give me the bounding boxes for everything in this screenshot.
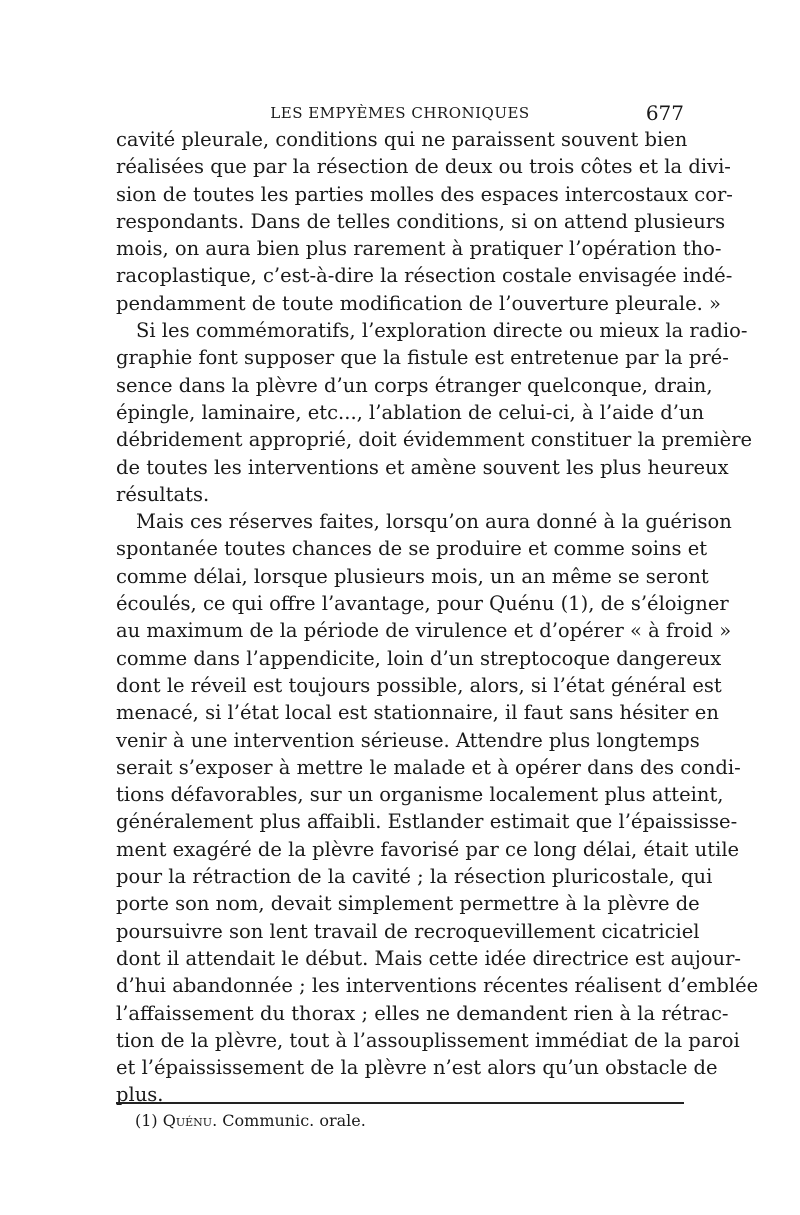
footnote-text: . Communic. orale.: [212, 1111, 366, 1130]
text-line: poursuivre son lent travail de recroquevillement cicatriciel: [116, 919, 700, 943]
text-line: d’hui abandonnée ; les interventions récentes réalisent d’emblée: [116, 974, 759, 998]
text-line: plus.: [116, 1083, 164, 1107]
text-line: et l’épaississement de la plèvre n’est alors qu’un obstacle de: [116, 1056, 718, 1080]
text-line: mois, on aura bien plus rarement à pratiquer l’opération tho-: [116, 237, 722, 261]
text-line: comme dans l’appendicite, loin d’un streptocoque dangereux: [116, 646, 722, 670]
footnote-rule: [116, 1102, 684, 1104]
text-line: Mais ces réserves faites, lorsqu’on aura donné à la guérison: [136, 510, 732, 534]
text-line: de toutes les interventions et amène souvent les plus heureux: [116, 455, 729, 479]
text-line: Si les commémoratifs, l’exploration directe ou mieux la radio-: [136, 319, 748, 343]
paragraph-3: [116, 508, 759, 1109]
text-line: débridement approprié, doit évidemment constituer la première: [116, 428, 753, 452]
text-line: cavité pleurale, conditions qui ne paraissent souvent bien: [116, 128, 688, 151]
text-line: réalisées que par la résection de deux ou trois côtes et la divi-: [116, 155, 731, 179]
text-line: serait s’exposer à mettre le malade et à opérer dans des condi-: [116, 755, 741, 779]
text-line: dont le réveil est toujours possible, alors, si l’état général est: [116, 673, 722, 697]
text-line: l’affaissement du thorax ; elles ne demandent rien à la rétrac-: [116, 1001, 729, 1025]
text-line: comme délai, lorsque plusieurs mois, un an même se seront: [116, 564, 709, 588]
text-line: pendamment de toute modification de l’ouverture pleurale. »: [116, 291, 721, 315]
text-line: spontanée toutes chances de se produire et comme soins et: [116, 537, 708, 561]
text-line: racoplastique, c’est-à-dire la résection costale envisagée indé-: [116, 264, 733, 288]
text-line: tions défavorables, sur un organisme localement plus atteint,: [116, 783, 724, 807]
text-line: graphie font supposer que la fistule est entretenue par la pré-: [116, 346, 729, 370]
footnote-author: Quénu: [162, 1111, 213, 1130]
text-line: ment exagéré de la plèvre favorisé par ce long délai, était utile: [116, 837, 740, 861]
text-line: pour la rétraction de la cavité ; la résection pluricostale, qui: [116, 865, 713, 889]
running-title: LES EMPYÈMES CHRONIQUES: [270, 104, 530, 122]
text-line: venir à une intervention sérieuse. Attendre plus longtemps: [116, 728, 700, 752]
text-line: tion de la plèvre, tout à l’assouplissement immédiat de la paroi: [116, 1028, 740, 1052]
footnote-marker: (1): [135, 1111, 158, 1130]
text-line: au maximum de la période de virulence et d’opérer « à froid »: [116, 619, 732, 643]
text-line: menacé, si l’état local est stationnaire, il faut sans hésiter en: [116, 701, 719, 725]
text-line: résultats.: [116, 482, 210, 506]
text-line: dont il attendait le début. Mais cette idée directrice est aujour-: [116, 946, 742, 970]
text-line: respondants. Dans de telles conditions, si on attend plusieurs: [116, 209, 726, 233]
page-number: 677: [645, 101, 684, 125]
footnote: [135, 1110, 366, 1132]
text-line: écoulés, ce qui offre l’avantage, pour Quénu (1), de s’éloigner: [116, 592, 729, 616]
text-line: porte son nom, devait simplement permettre à la plèvre de: [116, 892, 700, 916]
page-header: [116, 100, 684, 126]
text-line: généralement plus affaibli. Estlander estimait que l’épaississe-: [116, 810, 738, 834]
paragraph-1: [116, 126, 733, 317]
text-line: épingle, laminaire, etc..., l’ablation de celui-ci, à l’aide d’un: [116, 400, 705, 424]
body-text: [116, 126, 759, 1109]
text-line: sence dans la plèvre d’un corps étranger quelconque, drain,: [116, 373, 713, 397]
paragraph-2: [116, 317, 753, 508]
text-line: sion de toutes les parties molles des espaces intercostaux cor-: [116, 182, 733, 206]
